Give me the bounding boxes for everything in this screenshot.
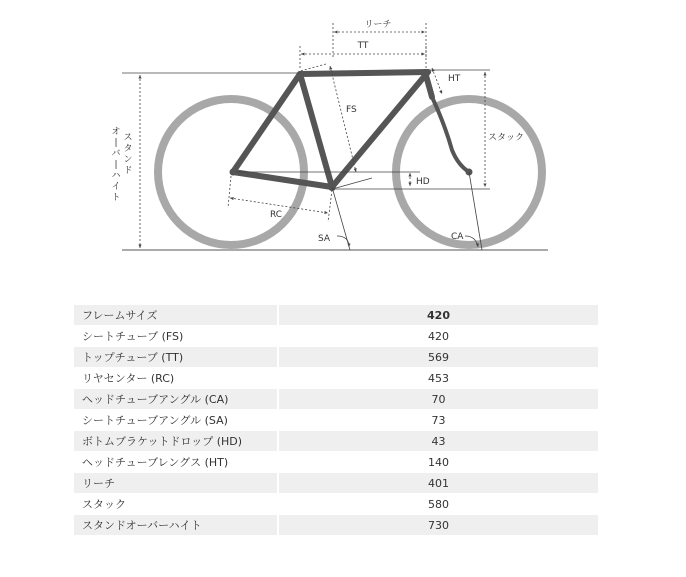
spec-row	[74, 368, 598, 388]
spec-value: 730	[279, 515, 598, 535]
spec-label: リーチ	[74, 473, 277, 493]
spec-value: 43	[279, 431, 598, 451]
spec-row	[74, 347, 598, 367]
spec-row	[74, 389, 598, 409]
spec-row	[74, 305, 598, 325]
ht-dimension	[432, 68, 442, 94]
spec-label: ヘッドチューブレングス (HT)	[74, 452, 277, 472]
spec-label: スタック	[74, 494, 277, 514]
spec-row	[74, 515, 598, 535]
reach-label: リーチ	[364, 20, 392, 30]
svg-text:オ|バ|ハイト: オ|バ|ハイト	[111, 127, 121, 203]
hd-label: HD	[416, 177, 430, 187]
svg-text:スタンド: スタンド	[123, 133, 133, 176]
ht-label: HT	[448, 74, 461, 84]
spec-row	[74, 410, 598, 430]
rc-label: RC	[270, 210, 283, 220]
fs-label: FS	[346, 105, 357, 115]
spec-row	[74, 494, 598, 514]
front-fork	[432, 97, 469, 172]
spec-row	[74, 473, 598, 493]
spec-label: トップチューブ (TT)	[74, 347, 277, 367]
standover-label	[111, 126, 132, 203]
tt-label: TT	[357, 41, 369, 51]
spec-value: 73	[279, 410, 598, 430]
spec-value: 580	[279, 494, 598, 514]
sa-label: SA	[318, 234, 331, 244]
spec-label: ボトムブラケットドロップ (HD)	[74, 431, 277, 451]
spec-label: ヘッドチューブアングル (CA)	[74, 389, 277, 409]
spec-value: 401	[279, 473, 598, 493]
spec-value: 140	[279, 452, 598, 472]
spec-label: フレームサイズ	[74, 305, 277, 325]
stack-label: スタック	[488, 133, 525, 143]
ca-label: CA	[451, 232, 464, 242]
spec-row	[74, 452, 598, 472]
spec-label: シートチューブアングル (SA)	[74, 410, 277, 430]
spec-value: 420	[279, 326, 598, 346]
geometry-spec-table	[74, 304, 598, 536]
fs-dimension	[330, 66, 356, 172]
spec-label: リヤセンター (RC)	[74, 368, 277, 388]
bike-frame	[233, 72, 432, 187]
spec-label: シートチューブ (FS)	[74, 326, 277, 346]
spec-value: 569	[279, 347, 598, 367]
spec-label: スタンドオーバーハイト	[74, 515, 277, 535]
spec-value: 70	[279, 389, 598, 409]
spec-row	[74, 326, 598, 346]
spec-row	[74, 431, 598, 451]
spec-value: 453	[279, 368, 598, 388]
rear-axle	[230, 169, 237, 176]
spec-value: 420	[279, 305, 598, 325]
